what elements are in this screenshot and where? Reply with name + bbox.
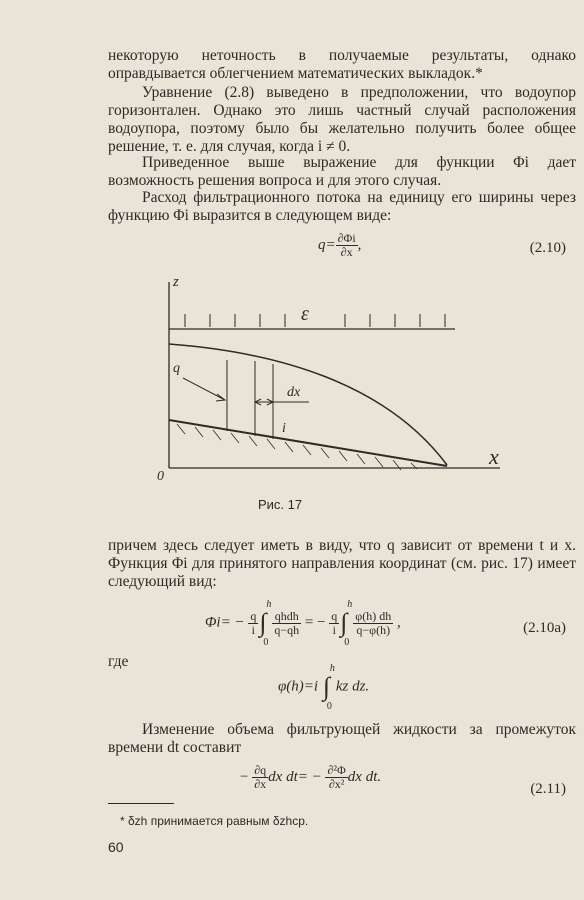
equation-number-2-10: (2.10): [529, 240, 566, 256]
equation-phi: φ(h)=i h ∫ 0 kz dz.: [278, 663, 370, 712]
equation-number-2-10a: (2.10a): [523, 620, 566, 636]
paragraph-6: где: [108, 653, 129, 670]
integral-sign: h ∫ 0: [322, 663, 335, 712]
footnote-rule: [108, 803, 174, 804]
depression-curve: [169, 344, 447, 465]
equation-2-10: q= $\frac{\partial\Phi i}{\partial x}$ ,: [318, 231, 362, 259]
figure-17: [155, 272, 515, 487]
aquiclude-line: [169, 420, 447, 466]
q-label: q: [173, 361, 180, 376]
equation-2-11: − $\frac{\partial q}{\partial x}$ dx dt= − $\frac{\text{∂²Φ}}{\text{∂x²}}$ dx dt.: [240, 763, 382, 791]
integral-sign: h ∫ 0: [340, 599, 353, 648]
paragraph-1: некоторую неточность в получаемые результаты, однако оправдывается облегчением математических выкладок.*: [108, 47, 576, 82]
paragraph-7: Изменение объема фильтрующей жидкости за промежуток времени dt составит: [108, 721, 576, 756]
equation-number-2-11: (2.11): [530, 781, 566, 797]
z-label: z: [173, 274, 179, 290]
figure-caption: Рис. 17: [258, 497, 303, 512]
paragraph-4: Расход фильтрационного потока на единицу его ширины через функцию Φi выразится в следующем виде:: [108, 189, 576, 224]
footnote: * δzh принимается равным δzhср.: [120, 814, 309, 828]
origin-label: 0: [157, 469, 164, 484]
integral-sign: h ∫ 0: [259, 599, 272, 648]
paragraph-3: Приведенное выше выражение для функции Φi дает возможность решения вопроса и для этого случая.: [108, 154, 576, 189]
paragraph-2: Уравнение (2.8) выведено в предположении, что водоупор горизонтален. Однако это лишь частный случай расположения водоупора, поэтому было бы желательно получить более общее решение, т. е. для случая, когда i ≠ 0.: [108, 84, 576, 155]
q-arrow: [183, 378, 225, 401]
dx-label: dx: [287, 385, 301, 400]
i-label: i: [282, 421, 286, 436]
rain-arrows: [185, 314, 445, 327]
paragraph-5: причем здесь следует иметь в виду, что q зависит от времени t и x. Функция Φi для принятого направления координат (см. рис. 17) имеет следующий вид:: [108, 537, 576, 590]
equation-2-10a: Φi= − $\frac{q}{i}$ h ∫ 0 $\frac{\text{qhdh}}{q-qh}$ = − $\frac{q}{i}$ h ∫ 0 $\frac{\varphi(h) dh}{q-\varphi(h)}$ ,: [205, 599, 401, 648]
hatching: [177, 424, 417, 470]
epsilon-label: ε: [301, 303, 309, 325]
dx-arrow: [255, 399, 309, 405]
x-label: x: [489, 444, 499, 469]
page-number: 60: [108, 839, 124, 855]
